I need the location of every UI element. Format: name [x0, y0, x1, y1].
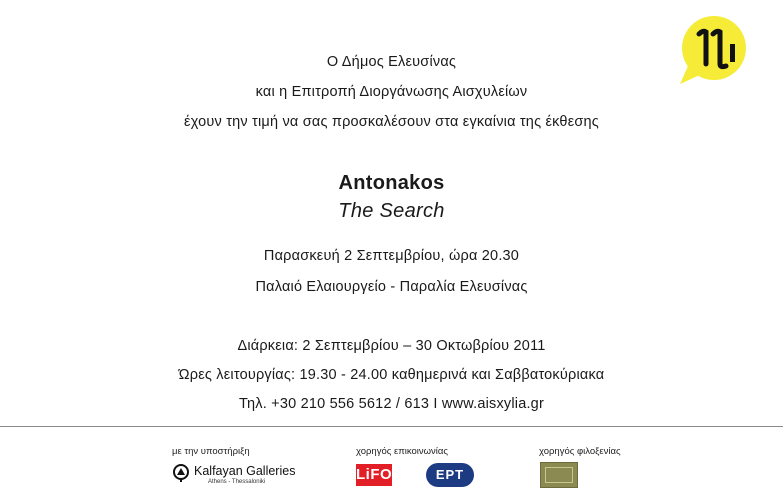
exhibition-title: The Search — [338, 200, 445, 222]
hotel-sponsor-logo-icon — [540, 462, 578, 488]
opening-hours: Ώρες λειτουργίας: 19.30 - 24.00 καθημερινά και Σαββατοκύριακα — [178, 367, 605, 383]
communication-sponsor-label: χορηγός επικοινωνίας — [356, 446, 448, 457]
host-line: Ο Δήμος Ελευσίνας — [326, 54, 457, 70]
hospitality-sponsor-label: χορηγός φιλοξενίας — [539, 446, 621, 457]
kalfayan-name: Kalfayan Galleries — [194, 464, 296, 478]
kalfayan-galleries-logo — [172, 462, 302, 490]
contact-info: Τηλ. +30 210 556 5612 / 613 I www.aisxylia.gr — [239, 396, 544, 412]
festival-logo-icon — [676, 14, 750, 88]
ert-logo: ΕΡΤ — [426, 463, 474, 487]
divider — [0, 426, 783, 427]
venue: Παλαιό Ελαιουργείο - Παραλία Ελευσίνας — [255, 279, 528, 295]
support-label: με την υποστήριξη — [172, 446, 250, 457]
invitation-line: έχουν την τιμή να σας προσκαλέσουν στα εγκαίνια της έκθεσης — [184, 114, 599, 130]
kalfayan-cities: Athens - Thessaloniki — [208, 479, 266, 485]
organizer-line: και η Επιτροπή Διοργάνωσης Αισχυλείων — [255, 84, 528, 100]
kalfayan-emblem-icon — [172, 463, 190, 483]
artist-name: Antonakos — [338, 172, 445, 194]
duration: Διάρκεια: 2 Σεπτεμβρίου – 30 Οκτωβρίου 2011 — [237, 338, 546, 354]
opening-date: Παρασκευή 2 Σεπτεμβρίου, ώρα 20.30 — [263, 248, 520, 264]
lifo-logo: LiFO — [356, 464, 392, 486]
